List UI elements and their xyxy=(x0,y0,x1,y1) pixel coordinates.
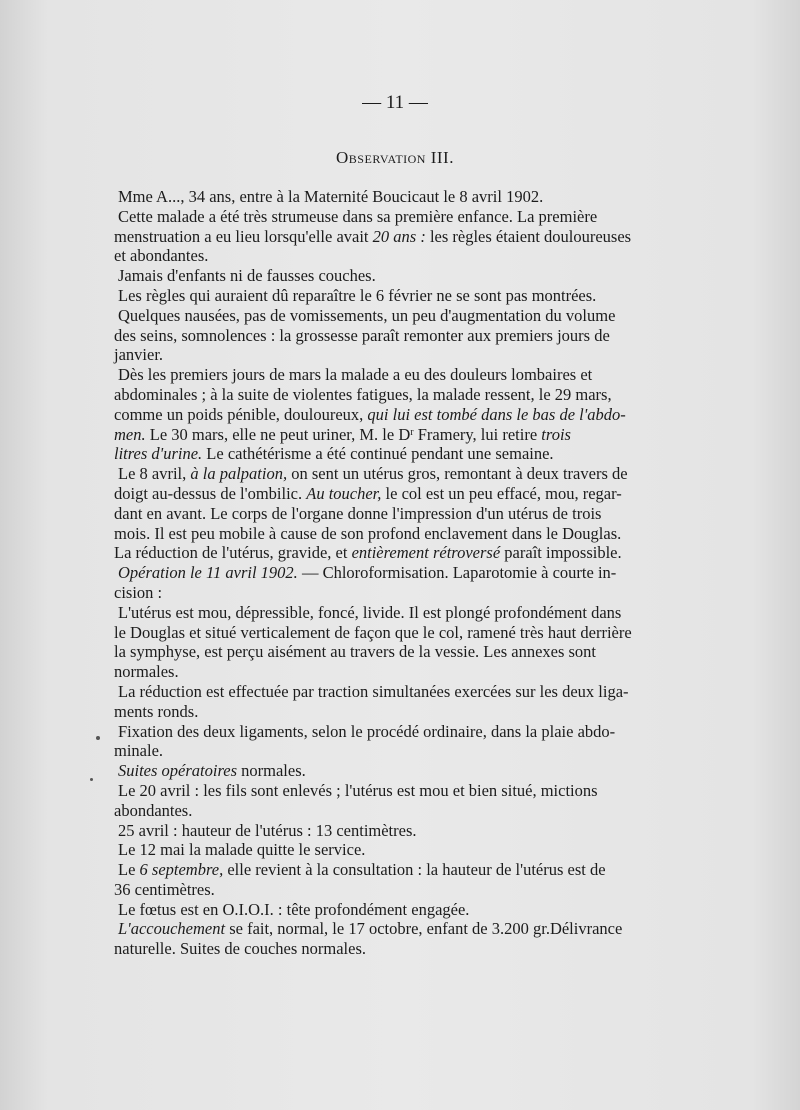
text-line: dant en avant. Le corps de l'organe donne l'impression d'un utérus de trois xyxy=(114,503,602,523)
text-line: janvier. xyxy=(114,345,164,365)
text-line: Le 8 avril, à la palpation, on sent un utérus gros, remontant à deux travers de xyxy=(118,464,628,484)
text-line: abdominales ; à la suite de violentes fatigues, la malade ressent, le 29 mars, xyxy=(114,384,612,404)
text-line: Fixation des deux ligaments, selon le procédé ordinaire, dans la plaie abdo- xyxy=(118,721,616,741)
text-line: Jamais d'enfants ni de fausses couches. xyxy=(118,266,376,286)
text-line: menstruation a eu lieu lorsqu'elle avait 20 ans : les règles étaient douloureuses xyxy=(114,226,632,246)
text-line: Le fœtus est en O.I.O.I. : tête profondément engagée. xyxy=(118,899,470,919)
text-line: La réduction de l'utérus, gravide, et entièrement rétroversé paraît impossible. xyxy=(114,543,622,563)
text-line: men. Le 30 mars, elle ne peut uriner, M. le $D^r$ Framery, lui retire trois xyxy=(114,424,571,444)
page-number: — 11 — xyxy=(362,92,428,113)
text-line: Dès les premiers jours de mars la malade a eu des douleurs lombaires et xyxy=(118,365,593,385)
text-line: le Douglas et situé verticalement de façon que le col, ramené très haut derrière xyxy=(114,622,632,642)
text-line: doigt au-dessus de l'ombilic. Au toucher, le col est un peu effacé, mou, regar- xyxy=(114,483,622,503)
text-line: Le 6 septembre, elle revient à la consultation : la hauteur de l'utérus est de xyxy=(118,860,606,880)
text-line: cision : xyxy=(114,582,163,602)
text-line: mois. Il est peu mobile à cause de son profond enclavement dans le Douglas. xyxy=(114,523,622,543)
text-line: comme un poids pénible, douloureux, qui lui est tombé dans le bas de l'abdo- xyxy=(114,404,626,424)
text-line: la symphyse, est perçu aisément au travers de la vessie. Les annexes sont xyxy=(114,642,597,662)
text-line: La réduction est effectuée par traction simultanées exercées sur les deux liga- xyxy=(118,681,629,701)
scan-speck xyxy=(96,736,100,740)
text-line: Quelques nausées, pas de vomissements, un peu d'augmentation du volume xyxy=(118,305,616,325)
text-line: abondantes. xyxy=(114,800,193,820)
text-line: L'accouchement se fait, normal, le 17 octobre, enfant de 3.200 gr.Délivrance xyxy=(118,919,623,939)
scan-speck xyxy=(90,778,93,781)
text-line: naturelle. Suites de couches normales. xyxy=(114,939,367,959)
observation-body xyxy=(116,187,692,959)
text-line: 25 avril : hauteur de l'utérus : 13 centimètres. xyxy=(118,820,417,840)
text-line: normales. xyxy=(114,662,179,682)
text-line: Suites opératoires normales. xyxy=(118,761,306,781)
text-line: minale. xyxy=(114,741,164,761)
text-line: L'utérus est mou, dépressible, foncé, livide. Il est plongé profondément dans xyxy=(118,602,622,622)
text-line: 36 centimètres. xyxy=(114,879,215,899)
text-line: Cette malade a été très strumeuse dans sa première enfance. La première xyxy=(118,206,598,226)
text-line: litres d'urine. Le cathétérisme a été continué pendant une semaine. xyxy=(114,444,554,464)
text-line: Les règles qui auraient dû reparaître le 6 février ne se sont pas montrées. xyxy=(118,285,597,305)
text-line: Le 20 avril : les fils sont enlevés ; l'utérus est mou et bien situé, mictions xyxy=(118,780,598,800)
text-line: ments ronds. xyxy=(114,701,199,721)
text-line: Le 12 mai la malade quitte le service. xyxy=(118,840,366,860)
text-line: Mme A..., 34 ans, entre à la Maternité Boucicaut le 8 avril 1902. xyxy=(118,187,544,206)
text-line: des seins, somnolences : la grossesse paraît remonter aux premiers jours de xyxy=(114,325,610,345)
text-line: Opération le 11 avril 1902. — Chloroformisation. Laparotomie à courte in- xyxy=(118,563,617,583)
text-line: et abondantes. xyxy=(114,246,209,266)
observation-title: Observation III. xyxy=(336,148,454,167)
